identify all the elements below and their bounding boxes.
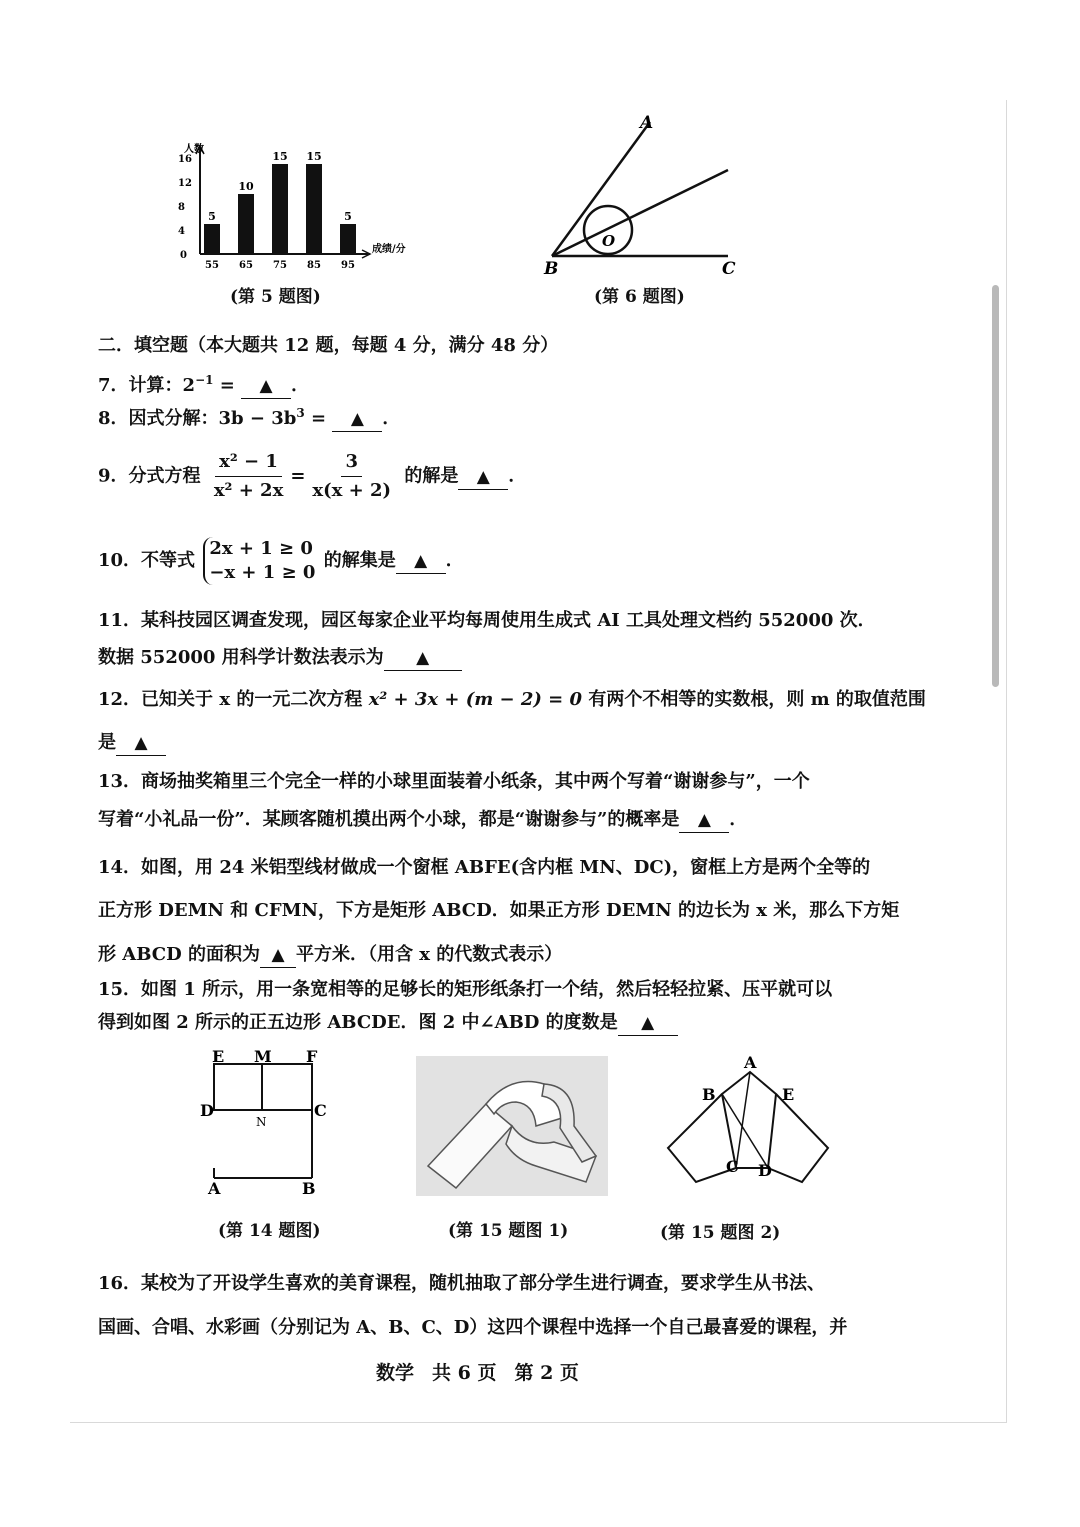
question-10: 10．不等式 2x + 1 ≥ 0 −x + 1 ≥ 0 的解集是 ▲ ．: [98, 538, 464, 583]
question-7: 7．计算：$2^{-1}$ = ▲ ．: [98, 368, 309, 399]
ray-bisector: [552, 170, 728, 256]
answer-blank: ▲: [618, 1011, 678, 1036]
bar-data-label: 15: [306, 150, 322, 163]
label-f: F: [306, 1047, 318, 1066]
question-14-line1: 14．如图，用 24 米铝型线材做成一个窗框 ABFE(含内框 MN、DC)，窗框上方是两个全等的: [98, 857, 871, 878]
y-tick-label: 4: [178, 226, 185, 237]
question-16-line2: 国画、合唱、水彩画（分别记为 A、B、C、D）这四个课程中选择一个自己最喜爱的课程，并: [98, 1317, 848, 1338]
question-14-line2: 正方形 DEMN 和 CFMN，下方是矩形 ABCD．如果正方形 DEMN 的边长为 x 米，那么下方矩: [98, 900, 900, 921]
label-e: E: [782, 1085, 795, 1104]
bar-data-label: 15: [272, 150, 288, 163]
fig14-window-frame: [196, 1044, 336, 1200]
fig6-angle-figure: [540, 108, 750, 280]
label-a: A: [640, 113, 654, 133]
bar-data-label: 5: [208, 210, 216, 223]
inequality-system: 2x + 1 ≥ 0 −x + 1 ≥ 0: [203, 537, 315, 585]
y-tick-label: 0: [180, 250, 187, 261]
y-axis-label: 人数: [184, 144, 204, 155]
question-9: 9．分式方程 $\frac{\text{x² − 1}}{\text{x² + 2x}}$ = $\frac{3}{x(x + 2)}$ 的解是 ▲ ．: [98, 451, 527, 501]
question-14-line3: 形 ABCD 的面积为 ▲ 平方米．（用含 x 的代数式表示）: [98, 943, 562, 968]
section-header: 二．填空题（本大题共 12 题，每题 4 分，满分 48 分）: [98, 335, 559, 356]
fig15-2-caption: (第 15 题图 2): [660, 1223, 781, 1243]
fig15-1-knot-photo: [416, 1056, 608, 1196]
label-a: A: [208, 1179, 221, 1198]
bar: [272, 164, 288, 254]
bar: [340, 224, 356, 254]
question-11-line2: 数据 552000 用科学计数法表示为 ▲: [98, 646, 462, 671]
bar-data-label: 10: [238, 180, 254, 193]
question-13-line2: 写着“小礼品一份”．某顾客随机摸出两个小球，都是“谢谢参与”的概率是 ▲ ．: [98, 808, 747, 833]
x-tick-label: 95: [341, 260, 355, 271]
question-12-line1: 12．已知关于 x 的一元二次方程 x² + 3x + (m − 2) = 0 有两个不相等的实数根，则 m 的取值范围: [98, 689, 926, 710]
x-tick-label: 75: [273, 260, 287, 271]
bar: [204, 224, 220, 254]
answer-blank: ▲: [116, 731, 166, 756]
scrollbar[interactable]: [992, 285, 999, 687]
ray-ba: [552, 122, 650, 256]
fig5-caption: (第 5 题图): [230, 287, 321, 307]
answer-blank: ▲: [241, 374, 291, 399]
bar: [238, 194, 254, 254]
answer-blank: ▲: [679, 808, 729, 833]
x-tick-label: 65: [239, 260, 253, 271]
footer-total: 共 6 页: [432, 1362, 497, 1384]
label-a: A: [744, 1053, 757, 1072]
y-tick-label: 8: [178, 202, 185, 213]
y-tick-label: 16: [178, 154, 192, 165]
fraction-right: $\frac{3}{x(x + 2)}$: [312, 451, 392, 501]
question-15-line1: 15．如图 1 所示，用一条宽相等的足够长的矩形纸条打一个结，然后轻轻拉紧、压平就可以: [98, 979, 833, 1000]
label-c: C: [722, 259, 736, 279]
fig5-bar-chart: [170, 140, 430, 275]
answer-blank: ▲: [332, 407, 382, 432]
x-tick-label: 55: [205, 260, 219, 271]
knot-illustration: [416, 1056, 608, 1196]
answer-blank: ▲: [458, 465, 508, 490]
label-e: E: [212, 1047, 225, 1066]
label-b: B: [702, 1085, 716, 1104]
fig15-2-pentagon-figure: [660, 1050, 840, 1190]
bar-data-label: 5: [344, 210, 352, 223]
question-11-line1: 11．某科技园区调查发现，园区每家企业平均每周使用生成式 AI 工具处理文档约 552000 次．: [98, 610, 876, 631]
label-o: O: [602, 232, 616, 250]
label-n: N: [256, 1115, 267, 1129]
bar: [306, 164, 322, 254]
question-12-line2: 是 ▲: [98, 731, 166, 756]
label-b: B: [544, 259, 559, 279]
label-b: B: [302, 1179, 316, 1198]
fig14-caption: (第 14 题图): [218, 1221, 321, 1241]
fraction-left: $\frac{\text{x² − 1}}{\text{x² + 2x}}$: [213, 451, 284, 501]
question-13-line1: 13．商场抽奖箱里三个完全一样的小球里面装着小纸条，其中两个写着“谢谢参与”，一个: [98, 771, 810, 792]
label-c: C: [726, 1157, 739, 1176]
label-d: D: [758, 1161, 772, 1180]
y-tick-label: 12: [178, 178, 192, 189]
footer-subject: 数学: [376, 1362, 415, 1384]
answer-blank: ▲: [260, 943, 296, 968]
footer-page: 第 2 页: [514, 1362, 579, 1384]
question-16-line1: 16．某校为了开设学生喜欢的美育课程，随机抽取了部分学生进行调查，要求学生从书法、: [98, 1273, 826, 1294]
label-d: D: [200, 1101, 214, 1120]
x-axis-label: 成绩/分: [372, 244, 406, 255]
question-8: 8．因式分解：$3b - 3b^3$ = ▲ ．: [98, 401, 400, 432]
label-m: M: [254, 1047, 272, 1066]
x-tick-label: 85: [307, 260, 321, 271]
page-footer: [376, 1358, 597, 1385]
fig15-1-caption: (第 15 题图 1): [448, 1221, 569, 1241]
question-15-line2: 得到如图 2 所示的正五边形 ABCDE．图 2 中∠ABD 的度数是 ▲: [98, 1011, 678, 1036]
fig6-caption: (第 6 题图): [594, 287, 685, 307]
answer-blank: ▲: [384, 646, 462, 671]
answer-blank: ▲: [396, 549, 446, 574]
label-c: C: [314, 1101, 327, 1120]
